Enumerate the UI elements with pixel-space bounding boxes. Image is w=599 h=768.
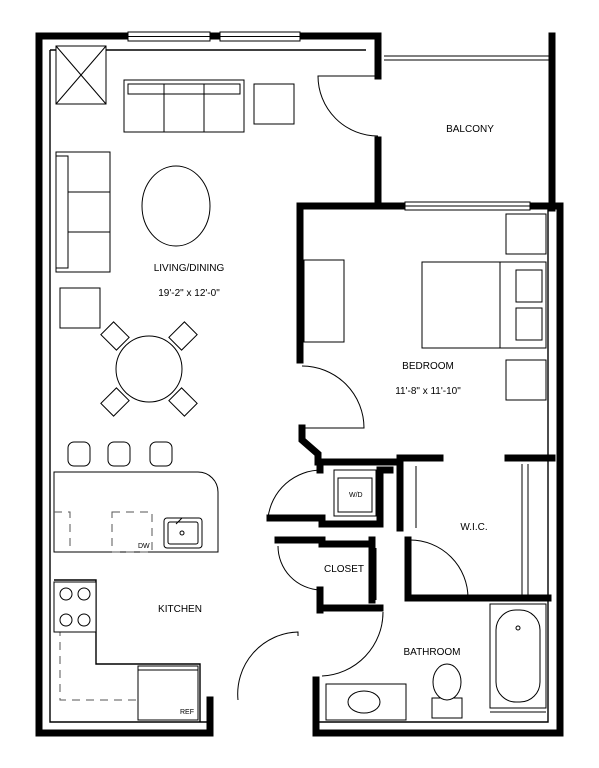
burner-3 [60, 614, 72, 626]
balcony-door-swing [318, 76, 378, 136]
bathroom-door-swing [322, 612, 383, 676]
living-dining-label: LIVING/DINING [153, 263, 225, 274]
closet-door-swing [278, 546, 320, 590]
bedroom-window [405, 202, 530, 210]
laundry-door-swing [268, 470, 322, 518]
kitchen-fixtures [54, 472, 218, 722]
bathtub-basin [496, 610, 540, 702]
refrigerator-label: REF [180, 709, 194, 716]
toilet-bowl [433, 664, 461, 700]
bedroom-dimensions: 11'-8" x 11'-10" [395, 386, 461, 397]
kitchen-door-swing [238, 632, 298, 700]
vanity-sink [348, 691, 380, 713]
bedroom-label: BEDROOM [402, 361, 454, 372]
kitchen-label: KITCHEN [158, 604, 202, 615]
bedroom-furniture [304, 214, 546, 400]
exterior-walls [39, 36, 560, 733]
wic-label: W.I.C. [460, 522, 488, 533]
closet-top-wall [278, 540, 372, 544]
balcony-rail [384, 56, 552, 60]
bar-stool-1 [68, 442, 90, 466]
coffee-table [142, 166, 210, 246]
toilet-tank [432, 698, 462, 718]
wic-door-swing [410, 540, 468, 598]
living-dining-dimensions: 19'-2" x 12'-0" [158, 288, 220, 299]
dishwasher-label: DW [138, 543, 150, 550]
burner-4 [78, 614, 90, 626]
ottoman [254, 84, 294, 124]
pillow-2 [516, 308, 542, 340]
bathroom-label: BATHROOM [403, 647, 461, 658]
sofa-top-back [128, 84, 240, 94]
sink-drain [180, 531, 184, 535]
closet-label: CLOSET [323, 564, 365, 575]
pillow-1 [516, 270, 542, 302]
dresser [304, 260, 344, 342]
nightstand-top [506, 214, 546, 254]
burner-2 [78, 588, 90, 600]
bar-stool-3 [150, 442, 172, 466]
sofa-left-back [56, 156, 68, 268]
bar-stool-2 [108, 442, 130, 466]
tub-drain [516, 626, 520, 630]
nightstand-bottom [506, 360, 546, 400]
range [54, 582, 96, 632]
bedroom-door-swing [302, 366, 364, 428]
balcony-label: BALCONY [446, 124, 494, 135]
dining-table [116, 336, 182, 402]
washer-dryer-label: W/D [349, 492, 363, 499]
mechanical-chase [56, 46, 106, 104]
burner-1 [60, 588, 72, 600]
side-chair [60, 288, 100, 328]
